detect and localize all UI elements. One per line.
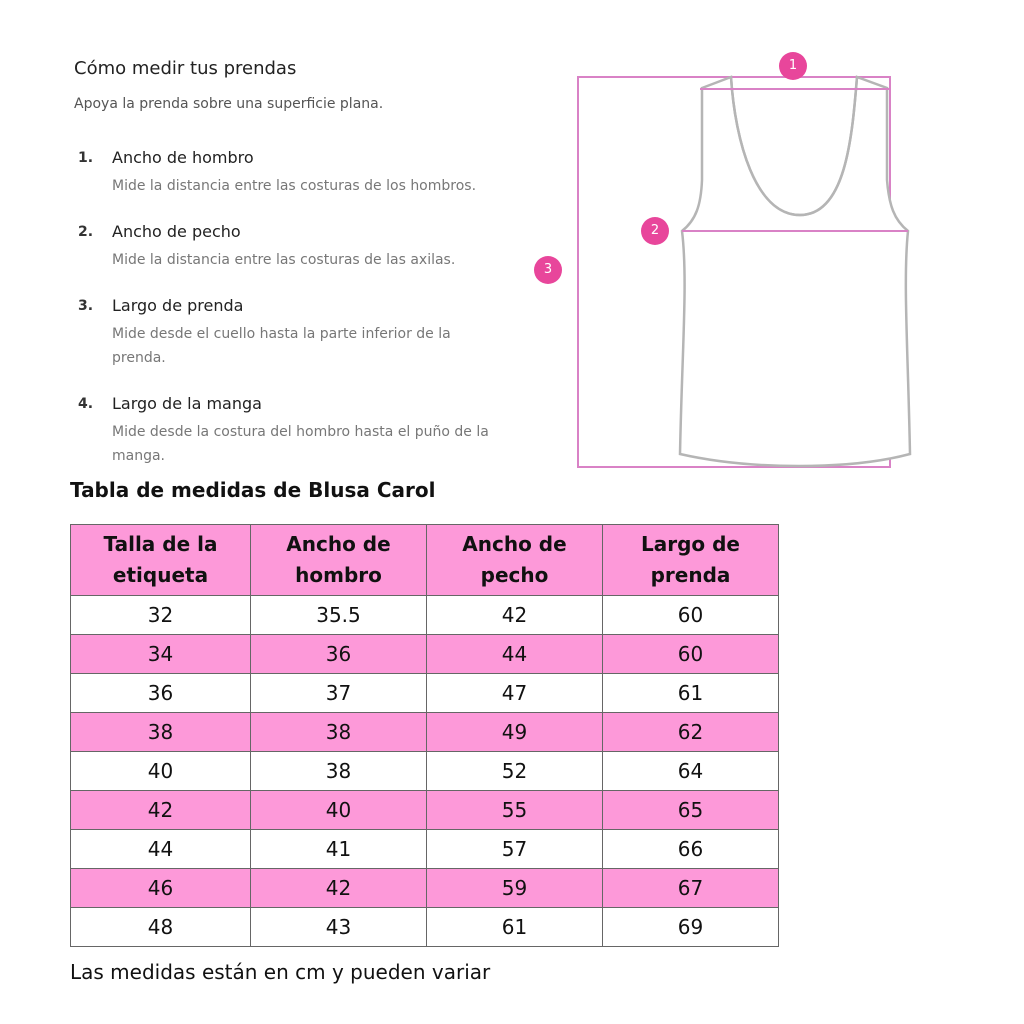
cell-shoulder: 40 — [251, 791, 427, 830]
step-title: Largo de prenda — [112, 296, 244, 315]
table-header-row — [71, 525, 779, 596]
cell-size: 44 — [71, 830, 251, 869]
cell-shoulder: 37 — [251, 674, 427, 713]
header-chest-width: Ancho de pecho — [427, 525, 603, 596]
cell-length: 67 — [603, 869, 779, 908]
guide-title: Cómo medir tus prendas — [74, 58, 297, 79]
step-description: Mide la distancia entre las costuras de las axilas. — [112, 252, 456, 268]
cell-size: 38 — [71, 713, 251, 752]
header-garment-length: Largo de prenda — [603, 525, 779, 596]
cell-chest: 59 — [427, 869, 603, 908]
table-title: Tabla de medidas de Blusa Carol — [70, 478, 436, 502]
cell-length: 69 — [603, 908, 779, 947]
cell-size: 42 — [71, 791, 251, 830]
cell-chest: 42 — [427, 596, 603, 635]
step-description: Mide desde el cuello hasta la parte inferior de la prenda. — [112, 326, 451, 366]
cell-size: 46 — [71, 869, 251, 908]
step-title: Ancho de hombro — [112, 148, 254, 167]
table-row — [71, 752, 779, 791]
cell-length: 66 — [603, 830, 779, 869]
cell-chest: 49 — [427, 713, 603, 752]
cell-shoulder: 43 — [251, 908, 427, 947]
cell-size: 36 — [71, 674, 251, 713]
table-row — [71, 674, 779, 713]
step-description: Mide la distancia entre las costuras de los hombros. — [112, 178, 477, 194]
step-number: 3. — [78, 298, 94, 314]
cell-length: 61 — [603, 674, 779, 713]
table-row — [71, 791, 779, 830]
cell-shoulder: 35.5 — [251, 596, 427, 635]
table-row — [71, 635, 779, 674]
cell-chest: 52 — [427, 752, 603, 791]
footnote: Las medidas están en cm y pueden variar — [70, 960, 491, 984]
table-row — [71, 908, 779, 947]
size-table — [70, 524, 779, 947]
step-number: 2. — [78, 224, 94, 240]
table-row — [71, 869, 779, 908]
badge-garment-length: 3 — [534, 256, 562, 284]
badge-shoulder-width: 1 — [779, 52, 807, 80]
cell-chest: 55 — [427, 791, 603, 830]
cell-length: 60 — [603, 596, 779, 635]
cell-size: 34 — [71, 635, 251, 674]
table-row — [71, 830, 779, 869]
cell-shoulder: 38 — [251, 713, 427, 752]
cell-shoulder: 38 — [251, 752, 427, 791]
cell-size: 48 — [71, 908, 251, 947]
step-title: Largo de la manga — [112, 394, 262, 413]
header-size-label: Talla de la etiqueta — [71, 525, 251, 596]
cell-size: 32 — [71, 596, 251, 635]
cell-shoulder: 36 — [251, 635, 427, 674]
header-shoulder-width: Ancho de hombro — [251, 525, 427, 596]
garment-diagram — [530, 50, 930, 480]
step-number: 1. — [78, 150, 94, 166]
cell-shoulder: 42 — [251, 869, 427, 908]
cell-chest: 57 — [427, 830, 603, 869]
cell-length: 65 — [603, 791, 779, 830]
table-row — [71, 596, 779, 635]
cell-length: 62 — [603, 713, 779, 752]
cell-length: 64 — [603, 752, 779, 791]
cell-chest: 61 — [427, 908, 603, 947]
table-row — [71, 713, 779, 752]
step-number: 4. — [78, 396, 94, 412]
cell-shoulder: 41 — [251, 830, 427, 869]
cell-chest: 47 — [427, 674, 603, 713]
cell-chest: 44 — [427, 635, 603, 674]
badge-chest-width: 2 — [641, 217, 669, 245]
cell-size: 40 — [71, 752, 251, 791]
guide-subtitle: Apoya la prenda sobre una superficie plana. — [74, 96, 384, 112]
step-title: Ancho de pecho — [112, 222, 241, 241]
tank-top-outline-icon — [530, 50, 930, 480]
cell-length: 60 — [603, 635, 779, 674]
step-description: Mide desde la costura del hombro hasta el puño de la manga. — [112, 424, 489, 464]
